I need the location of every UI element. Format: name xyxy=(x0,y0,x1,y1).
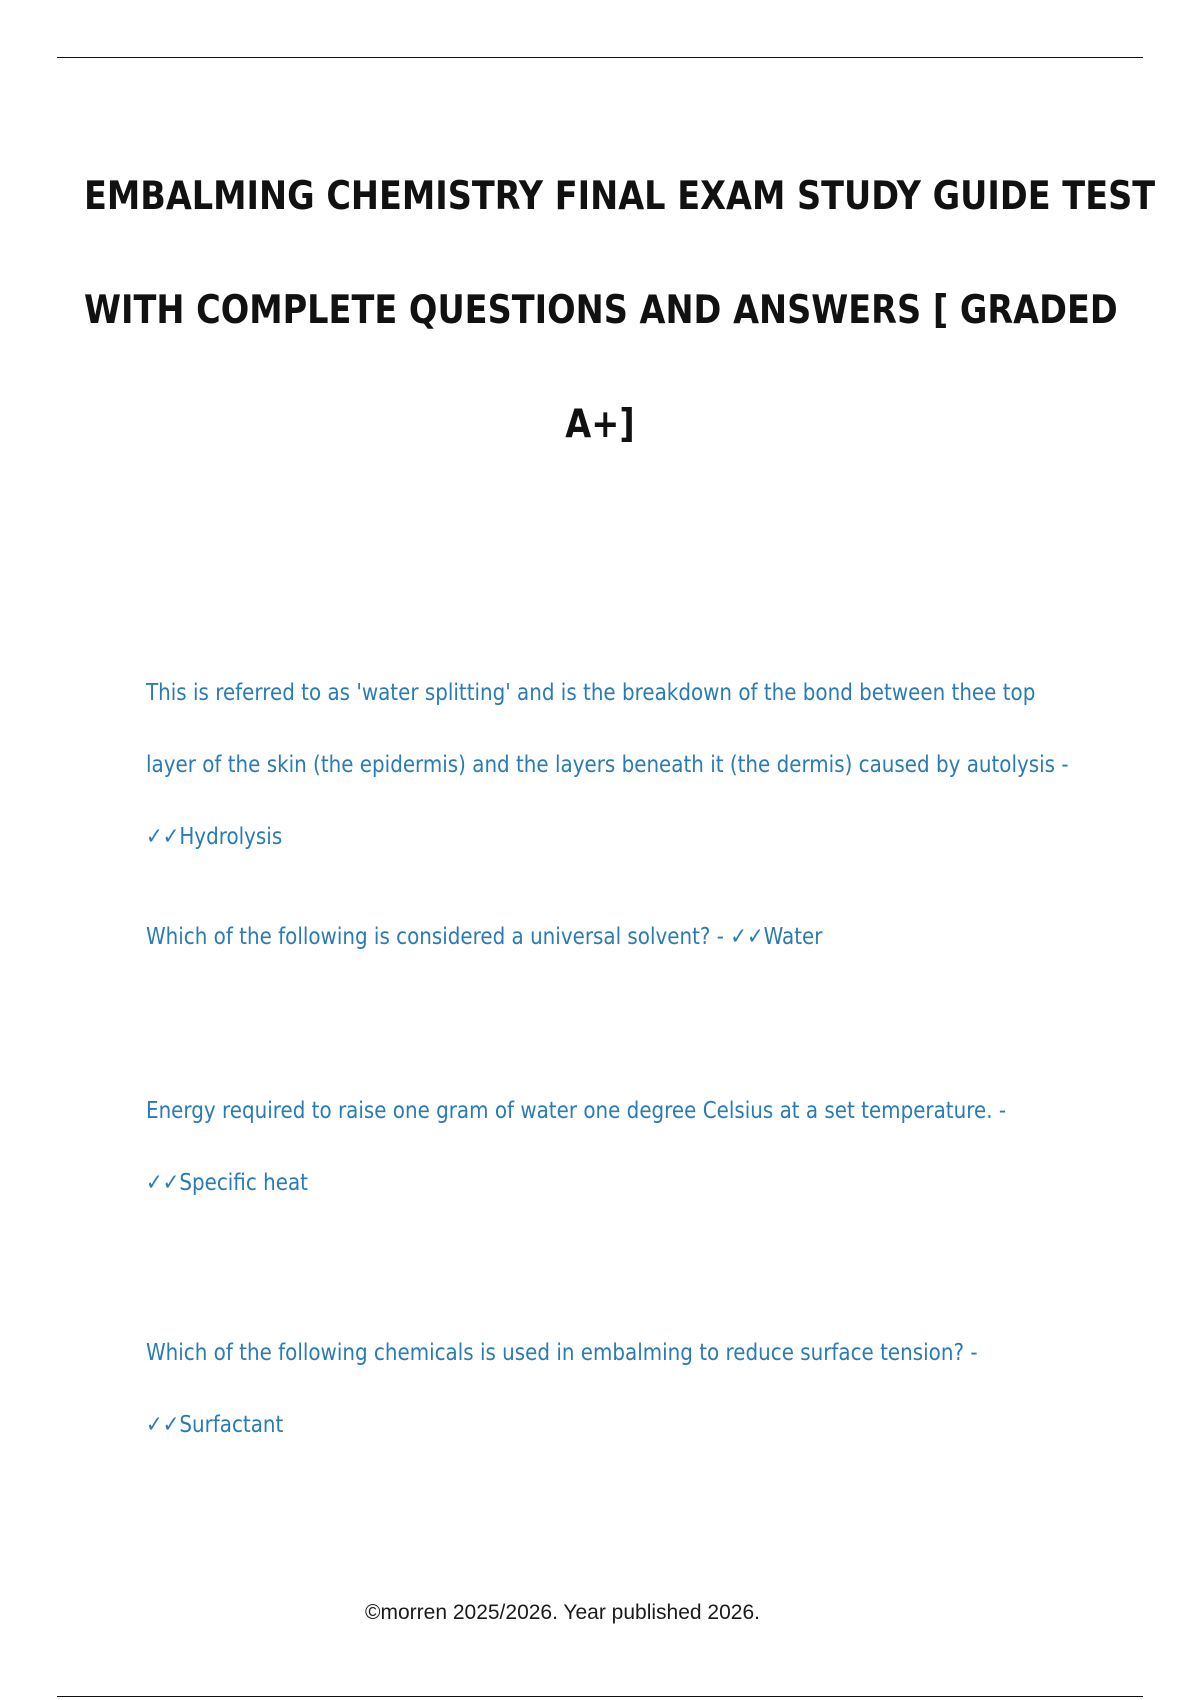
document-title xyxy=(0,140,1200,482)
qa-item xyxy=(146,901,1076,973)
top-divider xyxy=(57,57,1143,58)
qa-item-text xyxy=(146,1075,1076,1219)
question-text: Energy required to raise one gram of water one degree Celsius at a set temperature. - xyxy=(146,1098,1007,1124)
question-text: This is referred to as 'water splitting' and is the breakdown of the bond between thee top layer of the skin (the epidermis) and the layers beneath it (the dermis) caused by autolysis - xyxy=(146,680,1069,778)
copyright-footer: ©morren 2025/2026. Year published 2026. xyxy=(365,1601,760,1624)
title-line-1: EMBALMING CHEMISTRY FINAL EXAM STUDY GUIDE TEST xyxy=(84,174,1156,219)
double-check-icon: ✓✓ xyxy=(730,924,764,950)
title-line-2: WITH COMPLETE QUESTIONS AND ANSWERS [ GRADED xyxy=(84,288,1118,333)
question-text: Which of the following is considered a universal solvent? - xyxy=(146,924,731,950)
qa-item xyxy=(146,1317,1076,1461)
double-check-icon: ✓✓ xyxy=(146,1412,180,1438)
answer-text: Specific heat xyxy=(179,1170,308,1196)
qa-item xyxy=(146,1075,1076,1219)
qa-item-text xyxy=(146,1317,1076,1461)
double-check-icon: ✓✓ xyxy=(146,824,180,850)
answer-text: Surfactant xyxy=(179,1412,284,1438)
answer-text: Water xyxy=(763,924,823,950)
answer-text: Hydrolysis xyxy=(179,824,283,850)
qa-item-text xyxy=(146,901,1076,973)
question-text: Which of the following chemicals is used in embalming to reduce surface tension? - xyxy=(146,1340,978,1366)
bottom-divider xyxy=(57,1696,1143,1697)
double-check-icon: ✓✓ xyxy=(146,1170,180,1196)
title-line-3: A+] xyxy=(565,402,635,447)
qa-item-text xyxy=(146,657,1076,873)
qa-item xyxy=(146,657,1076,873)
